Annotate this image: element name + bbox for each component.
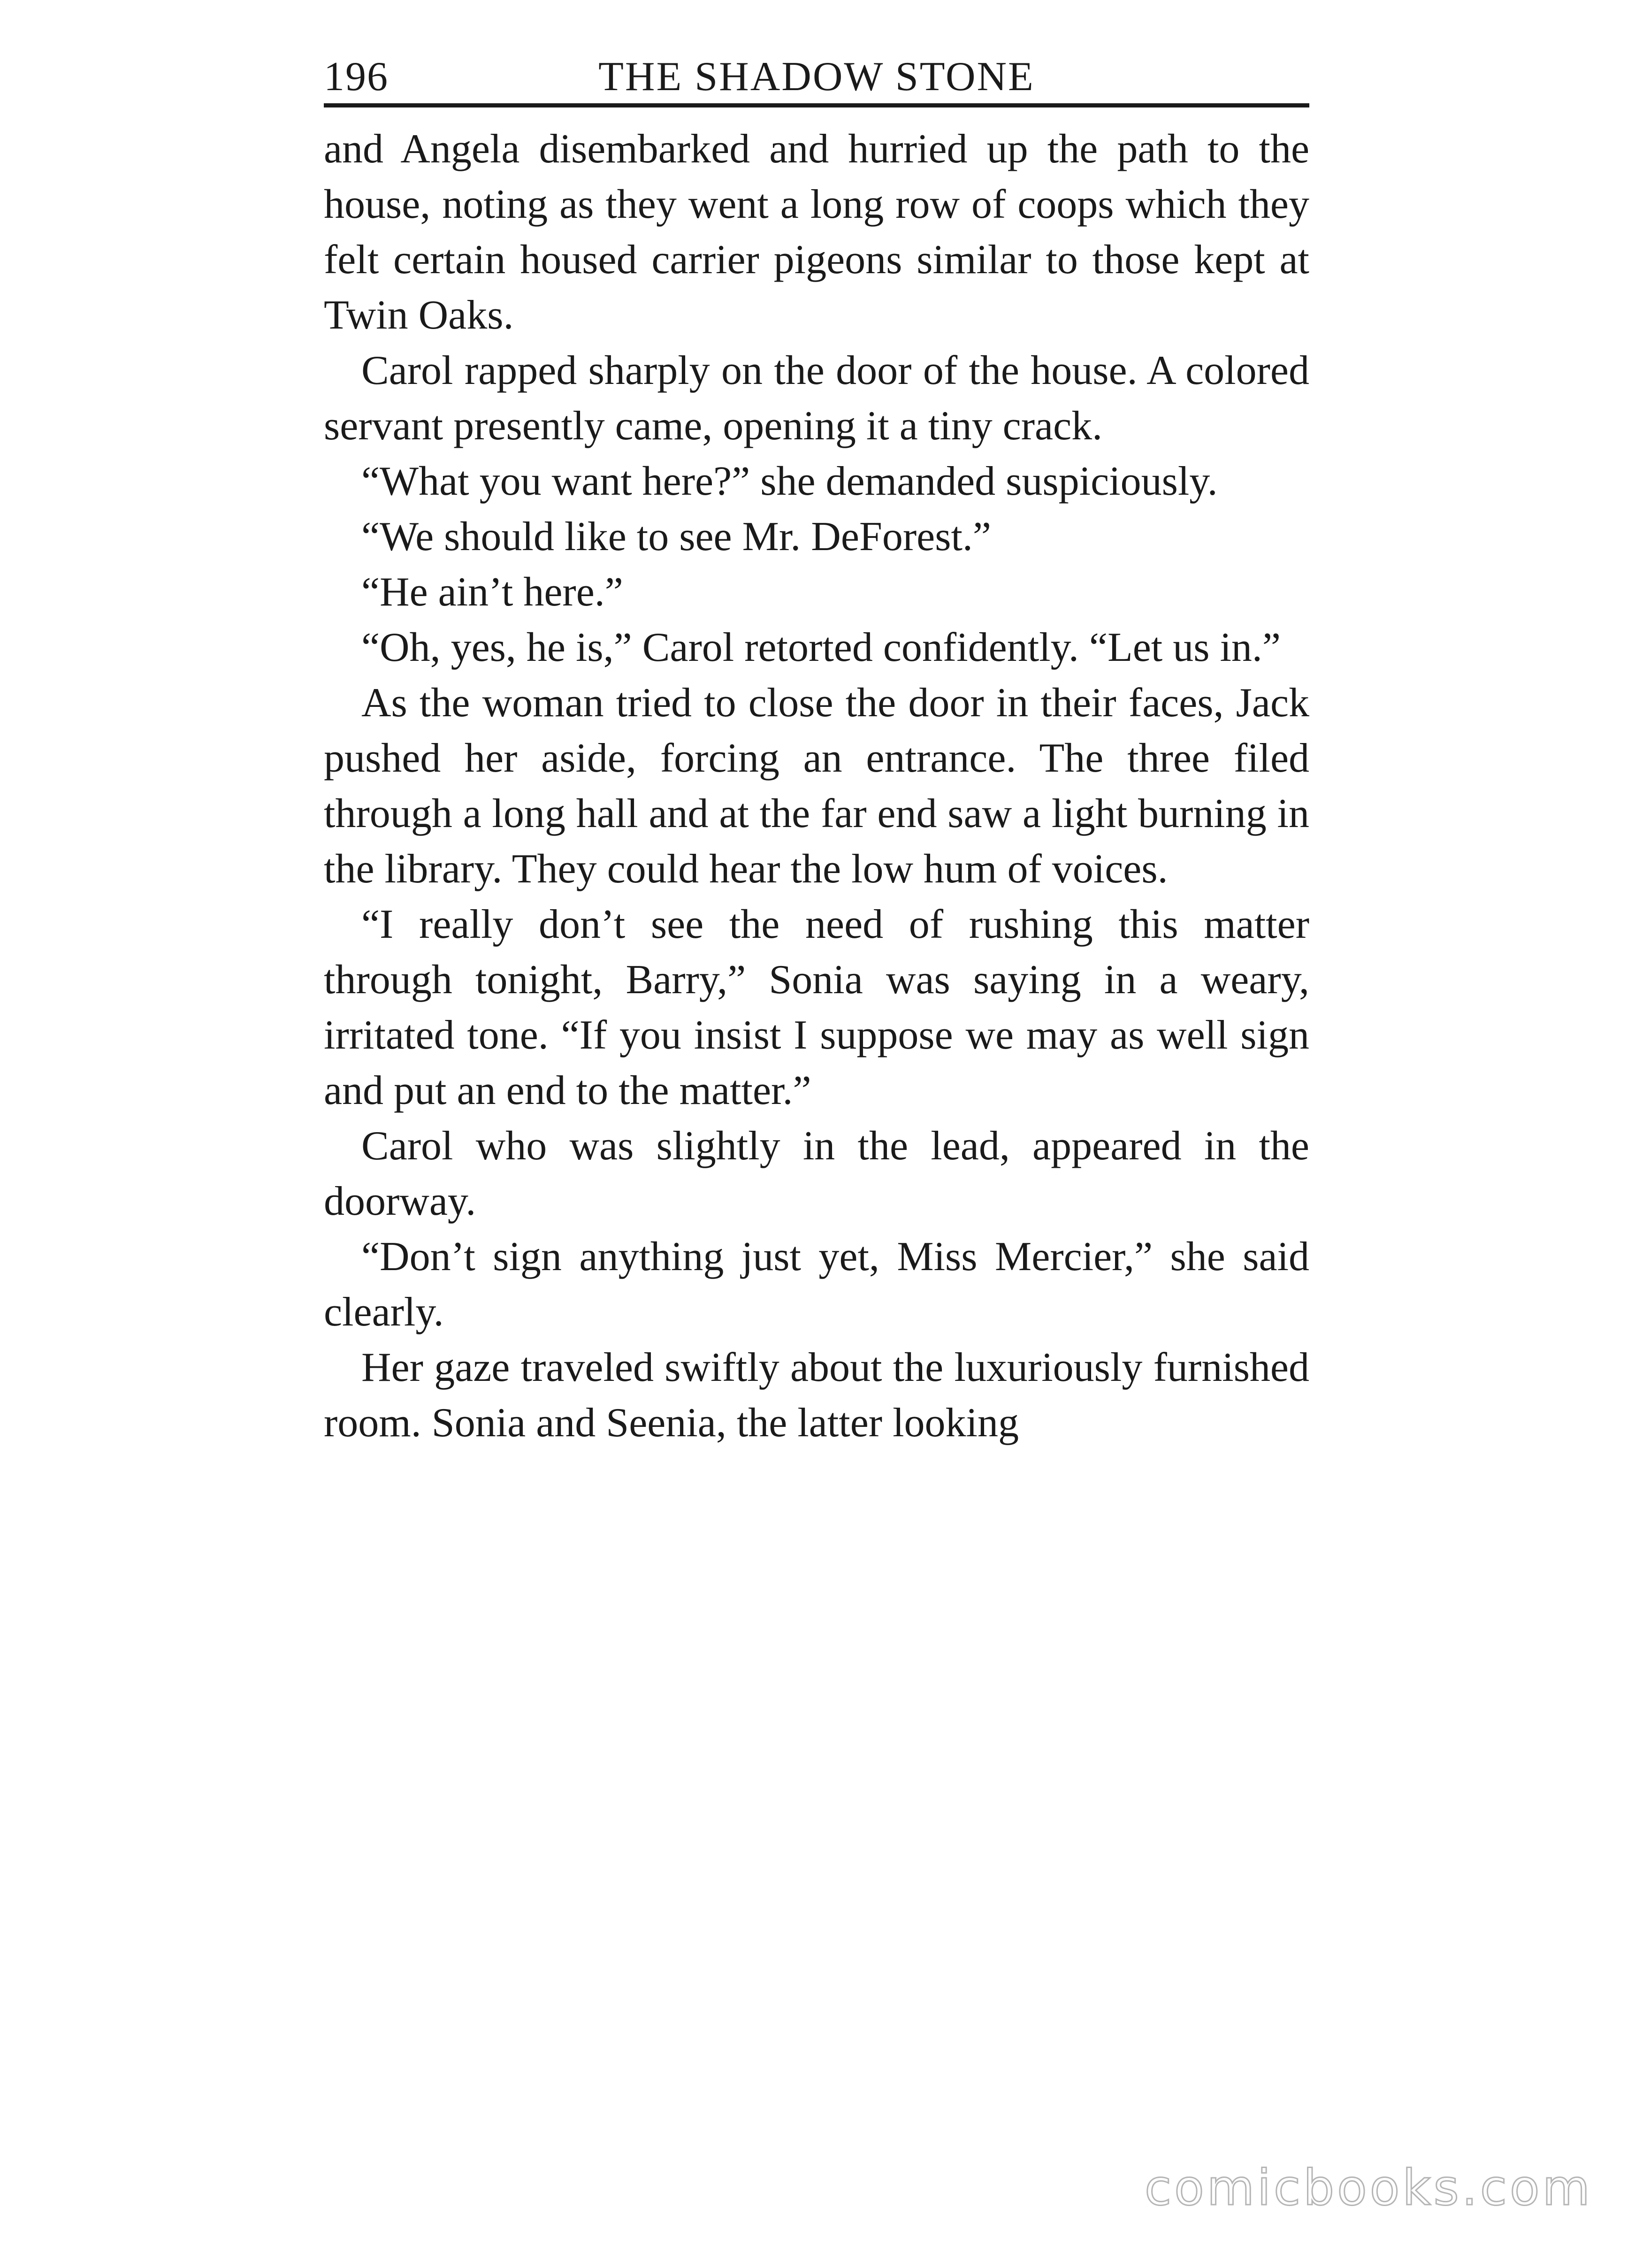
running-head <box>324 42 1309 107</box>
book-page <box>324 42 1309 1451</box>
watermark: comicbooks.com <box>1144 2159 1593 2216</box>
paragraph-11: Her gaze traveled swiftly about the luxuriously furnished room. Sonia and Seenia, the latter looking <box>324 1345 1309 1446</box>
paragraph-7: As the woman tried to close the door in their faces, Jack pushed her aside, forcing an entrance. The three filed through a long hall and at the far end saw a light burning in the library. They could hear the low hum of voices. <box>324 680 1309 892</box>
paragraph-10: “Don’t sign anything just yet, Miss Mercier,” she said clearly. <box>324 1234 1309 1335</box>
page-number: 196 <box>324 54 389 100</box>
body-text <box>324 122 1309 1451</box>
paragraph-9: Carol who was slightly in the lead, appeared in the doorway. <box>324 1123 1309 1224</box>
paragraph-1: and Angela disembarked and hurried up the path to the house, noting as they went a long row of coops which they felt certain housed carrier pigeons similar to those kept at Twin Oaks. <box>324 126 1309 338</box>
paragraph-3: “What you want here?” she demanded suspiciously. <box>361 459 1218 504</box>
paragraph-4: “We should like to see Mr. DeForest.” <box>361 514 991 559</box>
paragraph-6: “Oh, yes, he is,” Carol retorted confidently. “Let us in.” <box>361 625 1281 670</box>
paragraph-5: “He ain’t here.” <box>361 569 623 615</box>
paragraph-8: “I really don’t see the need of rushing this matter through tonight, Barry,” Sonia was saying in a weary, irritated tone. “If you insist I suppose we may as well sign and put an end to the matter.” <box>324 902 1309 1113</box>
running-title: THE SHADOW STONE <box>598 54 1035 100</box>
paragraph-2: Carol rapped sharply on the door of the house. A colored servant presently came, opening it a tiny crack. <box>324 348 1309 449</box>
